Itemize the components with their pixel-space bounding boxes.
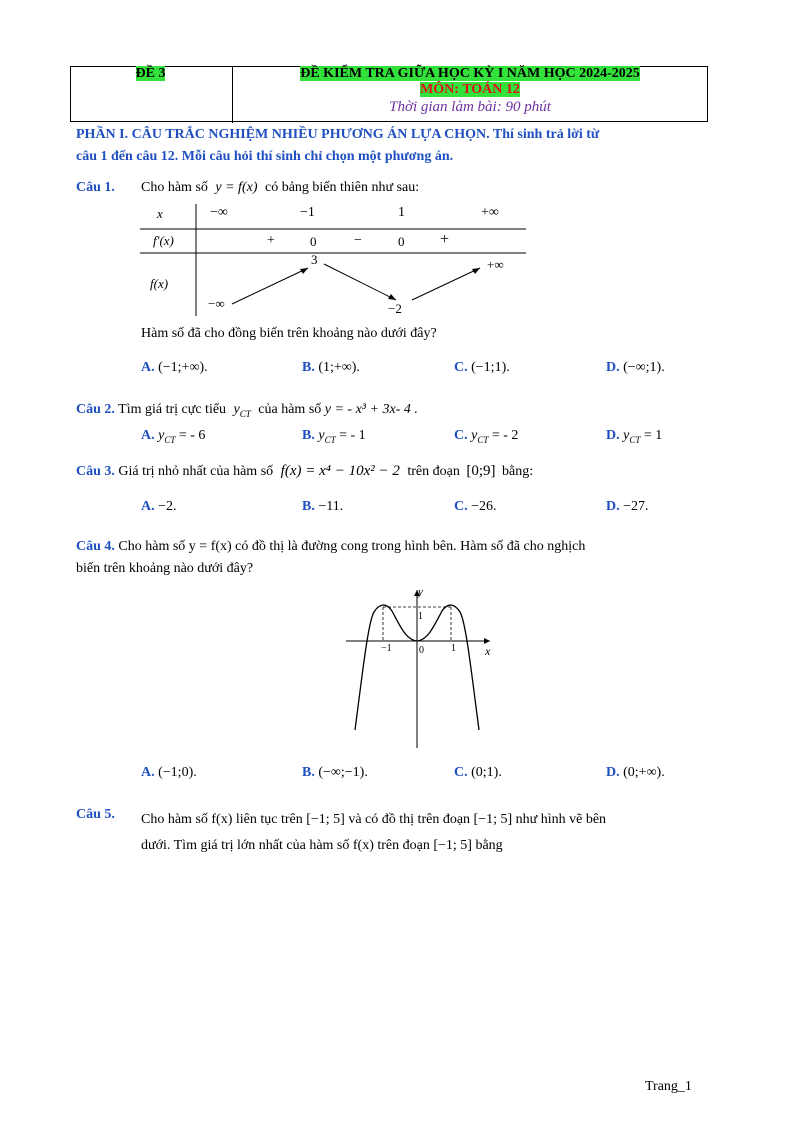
vt-row-fprime: f′(x) [153, 233, 174, 248]
vt-sign-3: − [354, 233, 362, 248]
q1-option-b-value: (1;+∞). [318, 360, 360, 375]
q4-axis-x: x [485, 644, 491, 658]
vt-sign-4: 0 [398, 234, 405, 249]
q2-option-d[interactable]: D. $y_{CT} = 1$ [606, 428, 663, 445]
vt-x-m1: −1 [300, 205, 315, 220]
q4-option-d-value: (0;+∞). [623, 765, 665, 780]
q4-tick-0: 0 [419, 645, 424, 656]
q2-text-mid: của hàm số [258, 402, 322, 417]
exam-title-cell [232, 66, 708, 115]
q1-option-c-label: C. [454, 360, 468, 375]
q1-option-b[interactable] [302, 360, 360, 376]
q3-option-d-label: D. [606, 499, 620, 514]
q3-text-pre: Giá trị nhỏ nhất của hàm số [118, 464, 274, 479]
q5-stem [141, 807, 702, 859]
q4-stem [76, 536, 702, 580]
q2-option-c-value: = - 2 [491, 428, 519, 443]
q3-option-c-value: −26. [471, 499, 497, 514]
q2-option-d-label: D. [606, 428, 620, 443]
q1-label: Câu 1. [76, 180, 115, 195]
q2-stem [76, 402, 418, 419]
part1-title [76, 124, 702, 168]
q4-tick-m1: −1 [381, 643, 392, 654]
q4-graph [340, 582, 500, 752]
q3-option-a[interactable] [141, 499, 177, 515]
vt-row-x: x [157, 206, 163, 221]
q3-option-c-label: C. [454, 499, 468, 514]
q4-option-a[interactable] [141, 765, 197, 781]
subject: MÔN: TOÁN 12 [420, 82, 520, 97]
q1-option-c-value: (−1;1). [471, 360, 510, 375]
q2-option-c-label: C. [454, 428, 468, 443]
q2-y: y [233, 402, 240, 417]
q1-formula: y = f(x) [215, 180, 258, 195]
vt-x-1: 1 [398, 205, 405, 220]
q4-option-b-value: (−∞;−1). [318, 765, 368, 780]
q4-option-d-label: D. [606, 765, 620, 780]
q4-label: Câu 4. [76, 539, 115, 554]
q4-option-b-label: B. [302, 765, 315, 780]
vt-sign-2: 0 [310, 234, 317, 249]
q3-option-d-value: −27. [623, 499, 649, 514]
vt-x-neg-inf: −∞ [210, 205, 228, 220]
q1-option-a[interactable] [141, 360, 208, 376]
q3-text-mid: trên đoạn [407, 464, 460, 479]
q3-option-b-label: B. [302, 499, 315, 514]
q1-stem [141, 180, 419, 196]
q1-option-d[interactable] [606, 360, 665, 376]
q1-text-pre: Cho hàm số [141, 180, 208, 195]
q1-question: Hàm số đã cho đồng biến trên khoảng nào dưới đây? [141, 326, 437, 341]
q3-text-post: bằng: [502, 464, 534, 479]
q2-option-a-label: A. [141, 428, 155, 443]
q2-option-a-value: = - 6 [178, 428, 206, 443]
part1-title-line1: PHẦN I. CÂU TRẮC NGHIỆM NHIỀU PHƯƠNG ÁN LỰA CHỌN. Thí sinh trả lời từ [76, 127, 600, 142]
vt-f-3: 3 [311, 252, 318, 267]
vt-x-pos-inf: +∞ [481, 205, 499, 220]
q4-option-d[interactable] [606, 765, 665, 781]
q4-line1: Cho hàm số y = f(x) có đồ thị là đường cong trong hình bên. Hàm số đã cho nghịch [118, 539, 586, 554]
q3-option-a-label: A. [141, 499, 155, 514]
q3-interval: [0;9] [466, 463, 496, 479]
q3-option-d[interactable] [606, 499, 649, 515]
q3-option-c[interactable] [454, 499, 497, 515]
q2-option-b-value: = - 1 [339, 428, 366, 443]
q4-option-c-label: C. [454, 765, 468, 780]
vt-f-pos-inf: +∞ [487, 257, 504, 272]
q4-option-a-label: A. [141, 765, 155, 780]
q2-option-a[interactable]: A. $y_{CT}$ = - 6 [141, 428, 206, 445]
q1-option-a-label: A. [141, 360, 155, 375]
q2-formula: y = - x³ + 3x- 4 . [324, 402, 418, 417]
q5-line1: Cho hàm số f(x) liên tục trên [−1; 5] và có đồ thị trên đoạn [−1; 5] như hình vẽ bên [141, 812, 607, 827]
q5-line2: dưới. Tìm giá trị lớn nhất của hàm số f(x) trên đoạn [−1; 5] bằng [141, 838, 503, 853]
q3-formula: f(x) = x⁴ − 10x² − 2 [280, 463, 400, 479]
q2-label: Câu 2. [76, 402, 115, 417]
q3-option-a-value: −2. [158, 499, 177, 514]
variation-table [138, 200, 528, 320]
exam-code-cell [70, 66, 231, 82]
exam-code: ĐỀ 3 [135, 66, 166, 81]
q4-line2: biến trên khoảng nào dưới đây? [76, 561, 254, 576]
vt-sign-1: + [267, 233, 275, 248]
vt-sign-5: + [440, 231, 450, 248]
q4-option-c-value: (0;1). [471, 765, 502, 780]
q1-option-a-value: (−1;+∞). [158, 360, 208, 375]
q3-label: Câu 3. [76, 464, 115, 479]
q3-stem [76, 463, 533, 480]
part1-title-line2: câu 1 đến câu 12. Mỗi câu hỏi thí sinh chỉ chọn một phương án. [76, 149, 454, 164]
q1-text-post: có bảng biến thiên như sau: [264, 180, 420, 195]
page-number: Trang_1 [645, 1079, 692, 1094]
q4-tick-1: 1 [451, 643, 456, 654]
q1-option-c[interactable] [454, 360, 510, 376]
q5-label: Câu 5. [76, 807, 115, 822]
exam-time: Thời gian làm bài: 90 phút [389, 99, 551, 115]
q3-option-b-value: −11. [318, 499, 344, 514]
q2-text-pre: Tìm giá trị cực tiểu [118, 402, 227, 417]
q4-option-a-value: (−1;0). [158, 765, 197, 780]
vt-f-m2: −2 [388, 301, 402, 316]
q2-option-d-value: = 1 [643, 428, 663, 443]
vt-f-neg-inf: −∞ [208, 296, 225, 311]
q1-option-d-label: D. [606, 360, 620, 375]
exam-title: ĐỀ KIỂM TRA GIỮA HỌC KỲ I NĂM HỌC 2024-2025 [300, 66, 640, 81]
q2-option-b[interactable]: B. $y_{CT}$ = - 1 [302, 428, 366, 445]
q4-axis-y: y [418, 586, 423, 598]
q3-option-b[interactable] [302, 499, 343, 515]
q2-option-c[interactable]: C. $y_{CT}$ = - 2 [454, 428, 519, 445]
q4-option-c[interactable] [454, 765, 502, 781]
q2-option-b-label: B. [302, 428, 315, 443]
q1-option-b-label: B. [302, 360, 315, 375]
q4-tick-y1: 1 [418, 611, 423, 622]
q1-option-d-value: (−∞;1). [623, 360, 665, 375]
q4-option-b[interactable] [302, 765, 368, 781]
q2-y-sub: CT [239, 408, 251, 419]
vt-row-f: f(x) [150, 276, 169, 291]
